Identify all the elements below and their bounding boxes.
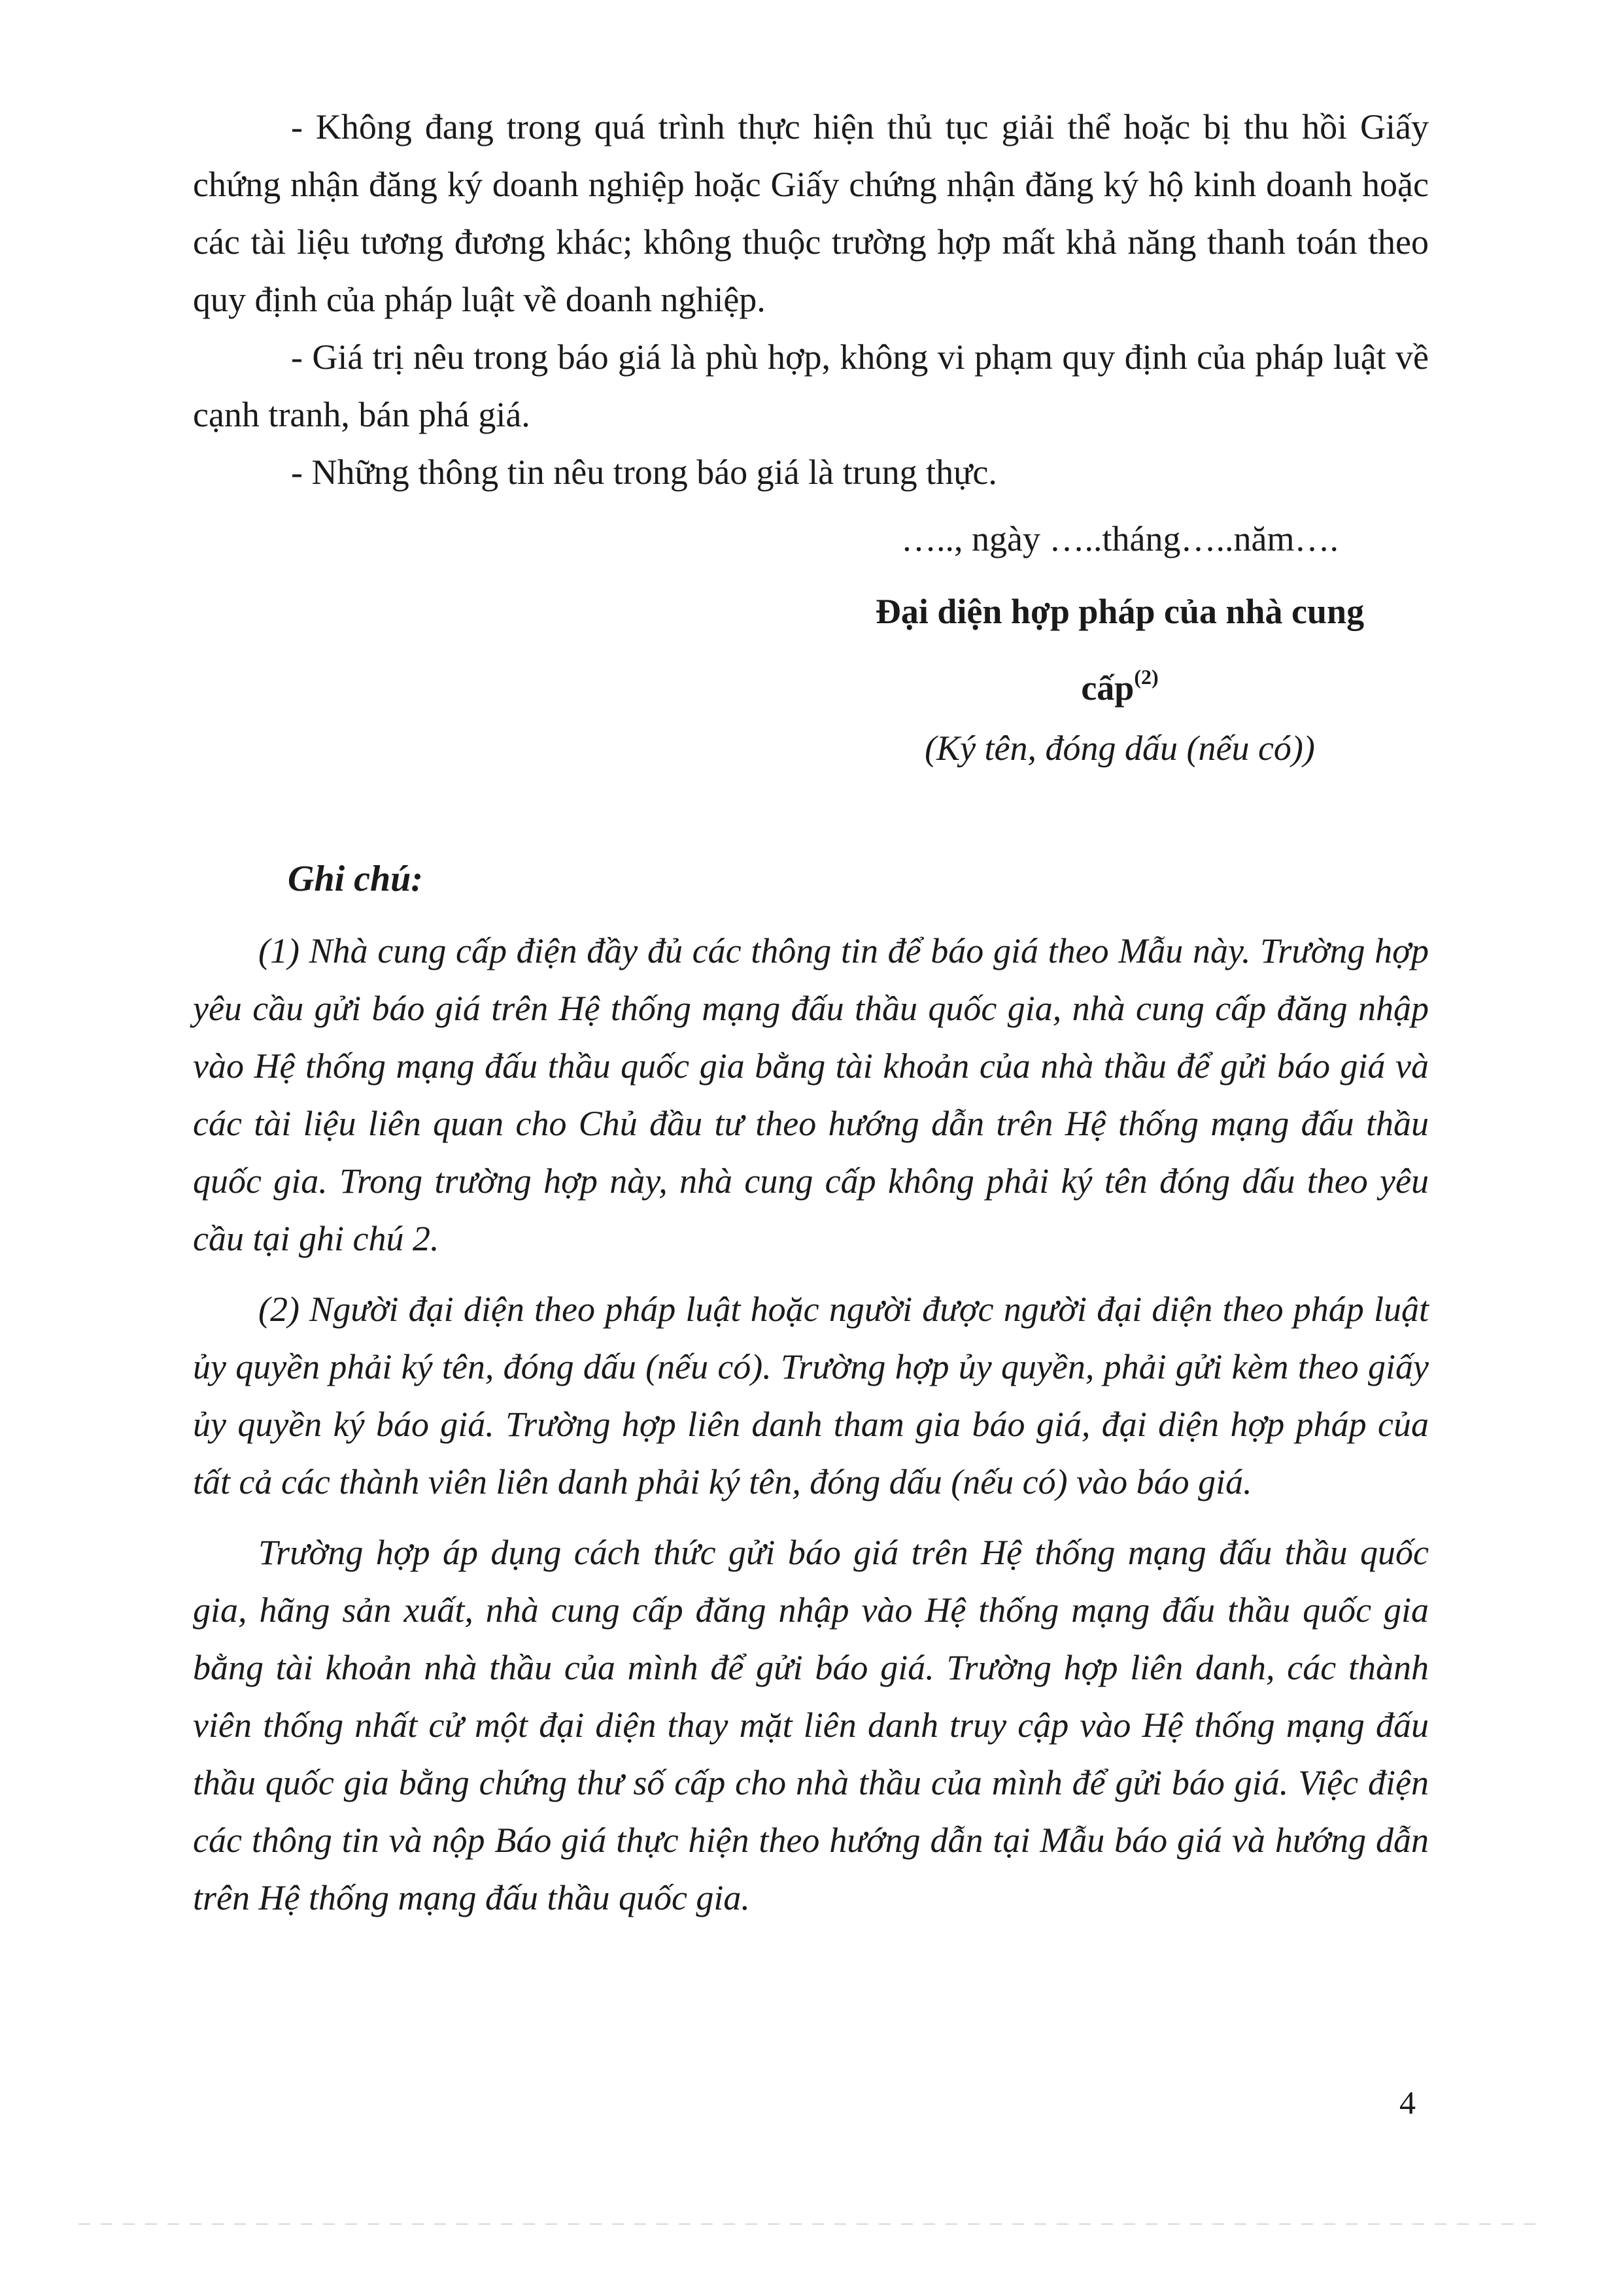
commitments-block — [193, 98, 1429, 501]
note-paragraph: Trường hợp áp dụng cách thức gửi báo giá trên Hệ thống mạng đấu thầu quốc gia, hãng sản xuất, nhà cung cấp đăng nhập vào Hệ thống mạng đấu thầu quốc gia bằng tài khoản nhà thầu của mình để gửi báo giá. Trường hợp liên danh, các thành viên thống nhất cử một đại diện thay mặt liên danh truy cập vào Hệ thống mạng đấu thầu quốc gia bằng chứng thư số cấp cho nhà thầu của mình để gửi báo giá. Việc điện các thông tin và nộp Báo giá thực hiện theo hướng dẫn tại Mẫu báo giá và hướng dẫn trên Hệ thống mạng đấu thầu quốc gia. — [193, 1533, 1429, 1917]
note-paragraph: (2) Người đại diện theo pháp luật hoặc người được người đại diện theo pháp luật ủy quyền phải ký tên, đóng dấu (nếu có). Trường hợp ủy quyền, phải gửi kèm theo giấy ủy quyền ký báo giá. Trường hợp liên danh tham gia báo giá, đại diện hợp pháp của tất cả các thành viên liên danh phải ký tên, đóng dấu (nếu có) vào báo giá. — [193, 1290, 1429, 1501]
date-line: ….., ngày …..tháng…..năm…. — [901, 519, 1339, 558]
representative-title — [811, 579, 1429, 721]
notes-heading: Ghi chú: — [288, 859, 423, 899]
notes-block — [193, 922, 1429, 1940]
footnote-mark: (2) — [1134, 665, 1159, 689]
note-paragraph: (1) Nhà cung cấp điện đầy đủ các thông tin để báo giá theo Mẫu này. Trường hợp yêu cầu gửi báo giá trên Hệ thống mạng đấu thầu quốc gia, nhà cung cấp đăng nhập vào Hệ thống mạng đấu thầu quốc gia bằng tài khoản của nhà thầu để gửi báo giá và các tài liệu liên quan cho Chủ đầu tư theo hướng dẫn trên Hệ thống mạng đấu thầu quốc gia. Trong trường hợp này, nhà cung cấp không phải ký tên đóng dấu theo yêu cầu tại ghi chú 2. — [193, 931, 1429, 1258]
commitment-paragraph: - Những thông tin nêu trong báo giá là trung thực. — [291, 453, 997, 492]
scan-artifact-line — [78, 2223, 1543, 2225]
representative-label: Đại diện hợp pháp của nhà cung cấp — [875, 592, 1365, 708]
page-number: 4 — [1399, 2084, 1416, 2121]
signature-instruction: (Ký tên, đóng dấu (nếu có)) — [925, 728, 1315, 768]
commitment-paragraph: - Không đang trong quá trình thực hiện thủ tục giải thể hoặc bị thu hồi Giấy chứng nhận đăng ký doanh nghiệp hoặc Giấy chứng nhận đăng ký hộ kinh doanh hoặc các tài liệu tương đương khác; không thuộc trường hợp mất khả năng thanh toán theo quy định của pháp luật về doanh nghiệp. — [193, 107, 1429, 319]
commitment-paragraph: - Giá trị nêu trong báo giá là phù hợp, không vi phạm quy định của pháp luật về cạnh tranh, bán phá giá. — [193, 337, 1429, 434]
